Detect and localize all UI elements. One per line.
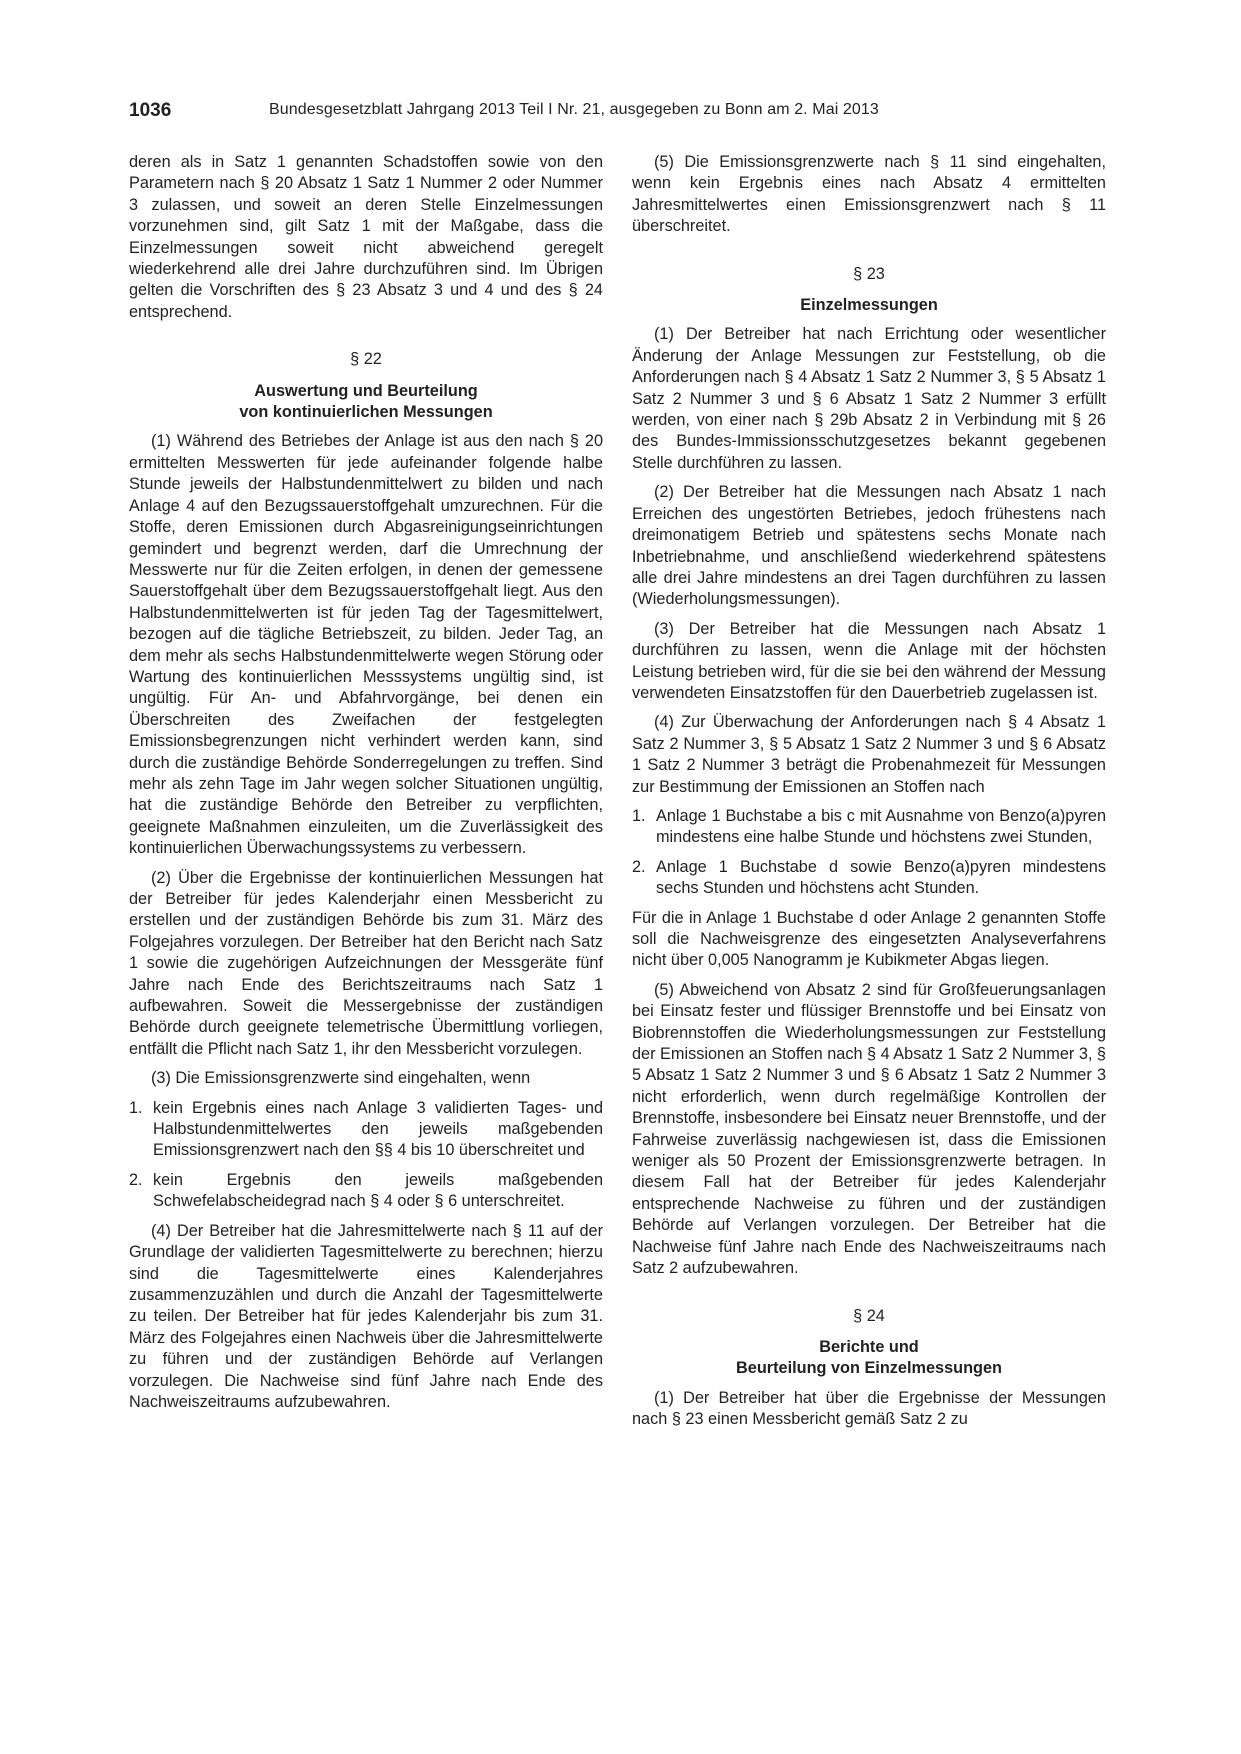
section-23-paragraph-5: (5) Abweichend von Absatz 2 sind für Großfeuerungsanlagen bei Einsatz fester und flüssiger Brennstoffe und bei Einsatz von Biobrennstoffen die Wiederholungsmessungen zur Feststellung der Emissionen an Stoffen nach § 4 Absatz 1 Satz 2 Nummer 3, § 5 Absatz 1 Satz 2 Nummer 3 und § 6 Absatz 1 Satz 2 Nummer 3 nicht erforderlich, wenn durch regelmäßige Kontrollen der Brennstoffe, insbesondere bei Einsatz neuer Brennstoffe, und der Fahrweise zuverlässig nachgewiesen ist, dass die Emissionen weniger als 50 Prozent der Emissionsgrenzwerte betragen. In diesem Fall hat der Betreiber für jedes Kalenderjahr entsprechende Nachweise zu führen und der zuständigen Behörde auf Verlangen vorzulegen. Der Betreiber hat die Nachweise fünf Jahre nach Ende des Nachweiszeitraums nach Satz 2 aufzubewahren.: [632, 980, 1106, 1278]
section-24-paragraph-1: (1) Der Betreiber hat über die Ergebnisse der Messungen nach § 23 einen Messbericht gemäß Satz 2 zu: [632, 1388, 1106, 1429]
right-column: [632, 152, 1106, 1431]
section-23-title: Einzelmessungen: [800, 296, 938, 315]
section-22-title-line-2: von kontinuierlichen Messungen: [239, 403, 493, 422]
section-23-paragraph-2: (2) Der Betreiber hat die Messungen nach Absatz 1 nach Erreichen des ungestörten Betriebes, jedoch frühestens nach dreimonatigem Betrieb und spätestens sechs Monate nach Inbetriebnahme, und anschließend wiederkehrend spätestens alle drei Jahre mindestens an drei Tagen durchführen zu lassen (Wiederholungsmessungen).: [632, 483, 1106, 609]
list-item-number: 1.: [129, 1098, 143, 1117]
section-24-number: § 24: [853, 1306, 885, 1325]
list-item: [129, 1170, 603, 1213]
section-23-paragraph-4-continued: Für die in Anlage 1 Buchstabe d oder Anlage 2 genannten Stoffe soll die Nachweisgrenze des eingesetzten Analyseverfahrens nicht über 0,005 Nanogramm je Kubikmeter Abgas liegen.: [632, 908, 1106, 970]
list-item: [632, 857, 1106, 900]
section-22-paragraph-5: (5) Die Emissionsgrenzwerte nach § 11 sind eingehalten, wenn kein Ergebnis eines nach Absatz 4 ermittelten Jahresmittelwertes einen Emissionsgrenzwert nach § 11 überschreitet.: [632, 153, 1106, 236]
section-22-paragraph-2: (2) Über die Ergebnisse der kontinuierlichen Messungen hat der Betreiber für jedes Kalenderjahr einen Messbericht zu erstellen und der zuständigen Behörde bis zum 31. März des Folgejahres vorzulegen. Der Betreiber hat den Bericht nach Satz 1 sowie die zugehörigen Aufzeichnungen der Messgeräte fünf Jahre nach Ende des Berichtszeitraums nach Satz 1 aufbewahren. Soweit die Messergebnisse der zuständigen Behörde durch geeignete telemetrische Übermittlung vorliegen, entfällt die Pflicht nach Satz 1, ihr den Messbericht vorzulegen.: [129, 868, 603, 1058]
section-22-paragraph-4: (4) Der Betreiber hat die Jahresmittelwerte nach § 11 auf der Grundlage der validierten Tagesmittelwerte zu berechnen; hierzu sind die Tagesmittelwerte eines Kalenderjahres zusammenzuzählen und durch die Anzahl der Tagesmittelwerte zu teilen. Der Betreiber hat für jedes Kalenderjahr bis zum 31. März des Folgejahres einen Nachweis über die Jahresmittelwerte zu führen und der zuständigen Behörde auf Verlangen vorzulegen. Die Nachweise sind fünf Jahre nach Ende des Nachweiszeitraums aufzubewahren.: [129, 1221, 603, 1411]
list-item-text: kein Ergebnis eines nach Anlage 3 validierten Tages- und Halbstundenmittelwertes den jeweils maßgebenden Emissionsgrenzwert nach den §§ 4 bis 10 überschreitet und: [153, 1098, 603, 1160]
list-item-number: 2.: [129, 1170, 143, 1189]
list-item-text: kein Ergebnis den jeweils maßgebenden Schwefelabscheidegrad nach § 4 oder § 6 unterschreitet.: [153, 1170, 603, 1211]
left-column: [129, 152, 603, 1413]
section-23-paragraph-1: (1) Der Betreiber hat nach Errichtung oder wesentlicher Änderung der Anlage Messungen zur Feststellung, ob die Anforderungen nach § 4 Absatz 1 Satz 2 Nummer 3, § 5 Absatz 1 Satz 2 Nummer 3 und § 6 Absatz 1 Satz 2 Nummer 3 erfüllt werden, von einer nach § 29b Absatz 2 in Verbindung mit § 26 des Bundes-Immissionsschutzgesetzes bekannt gegebenen Stelle durchführen zu lassen.: [632, 325, 1106, 472]
section-24-title-line-1: Berichte und: [819, 1337, 919, 1356]
section-23-paragraph-3: (3) Der Betreiber hat die Messungen nach Absatz 1 durchführen zu lassen, wenn die Anlage mit der höchsten Leistung betrieben wird, für die sie bei den während der Messung verwendeten Einsatzstoffen für den Dauerbetrieb zugelassen ist.: [632, 619, 1106, 702]
continued-paragraph: deren als in Satz 1 genannten Schadstoffen sowie von den Parametern nach § 20 Absatz 1 Satz 1 Nummer 2 oder Nummer 3 zulassen, und soweit an deren Stelle Einzelmessungen vorzunehmen sind, gilt Satz 1 mit der Maßgabe, dass die Einzelmessungen soweit nicht abweichend geregelt wiederkehrend alle drei Jahre durchzuführen sind. Im Übrigen gelten die Vorschriften des § 23 Absatz 3 und 4 und des § 24 entsprechend.: [129, 153, 603, 321]
section-23-list: [632, 806, 1106, 900]
section-22-list: [129, 1098, 603, 1213]
list-item: [632, 806, 1106, 849]
section-23-number: § 23: [853, 264, 885, 283]
list-item-number: 2.: [632, 857, 646, 876]
section-22-title: [129, 381, 603, 424]
section-22-title-line-1: Auswertung und Beurteilung: [254, 381, 478, 400]
section-22-paragraph-3: (3) Die Emissionsgrenzwerte sind eingehalten, wenn: [151, 1069, 531, 1088]
section-22-number: § 22: [350, 350, 382, 369]
list-item-text: Anlage 1 Buchstabe a bis c mit Ausnahme von Benzo(a)pyren mindestens eine halbe Stunde und höchstens zwei Stunden,: [656, 806, 1106, 847]
running-head: Bundesgesetzblatt Jahrgang 2013 Teil I Nr. 21, ausgegeben zu Bonn am 2. Mai 2013: [269, 101, 879, 118]
list-item-number: 1.: [632, 806, 646, 825]
section-22-paragraph-1: (1) Während des Betriebes der Anlage ist aus den nach § 20 ermittelten Messwerten für jede aufeinander folgende halbe Stunde jeweils der Halbstundenmittelwert zu bilden und nach Anlage 4 auf den Bezugssauerstoffgehalt umzurechnen. Für die Stoffe, deren Emissionen durch Abgasreinigungseinrichtungen gemindert und begrenzt werden, darf die Umrechnung der Messwerte nur für die Zeiten erfolgen, in denen der gemessene Sauerstoffgehalt über dem Bezugssauerstoffgehalt liegt. Aus den Halbstundenmittelwerten ist für jeden Tag der Tagesmittelwert, bezogen auf die tägliche Betriebszeit, zu bilden. Jeder Tag, an dem mehr als sechs Halbstundenmittelwerte wegen Störung oder Wartung des kontinuierlichen Messsystems ungültig sind, ist ungültig. Für An- und Abfahrvorgänge, bei denen ein Überschreiten des Zweifachen der festgelegten Emissionsbegrenzungen nicht verhindert werden kann, sind durch die zuständige Behörde Sonderregelungen zu treffen. Sind mehr als zehn Tage im Jahr wegen solcher Situationen ungültig, hat die zuständige Behörde den Betreiber zu verpflichten, geeignete Maßnahmen einzuleiten, um die Zuverlässigkeit des kontinuierlichen Überwachungssystems zu verbessern.: [129, 432, 603, 858]
list-item-text: Anlage 1 Buchstabe d sowie Benzo(a)pyren mindestens sechs Stunden und höchstens acht Stunden.: [656, 857, 1106, 898]
section-23-paragraph-4: (4) Zur Überwachung der Anforderungen nach § 4 Absatz 1 Satz 2 Nummer 3, § 5 Absatz 1 Satz 2 Nummer 3 und § 6 Absatz 1 Satz 2 Nummer 3 beträgt die Probenahmezeit für Messungen zur Bestimmung der Emissionen an Stoffen nach: [632, 713, 1106, 796]
list-item: [129, 1098, 603, 1162]
section-24-title: [632, 1337, 1106, 1380]
section-24-title-line-2: Beurteilung von Einzelmessungen: [736, 1359, 1002, 1378]
page-header: [129, 100, 1106, 130]
page-number: 1036: [129, 100, 172, 121]
